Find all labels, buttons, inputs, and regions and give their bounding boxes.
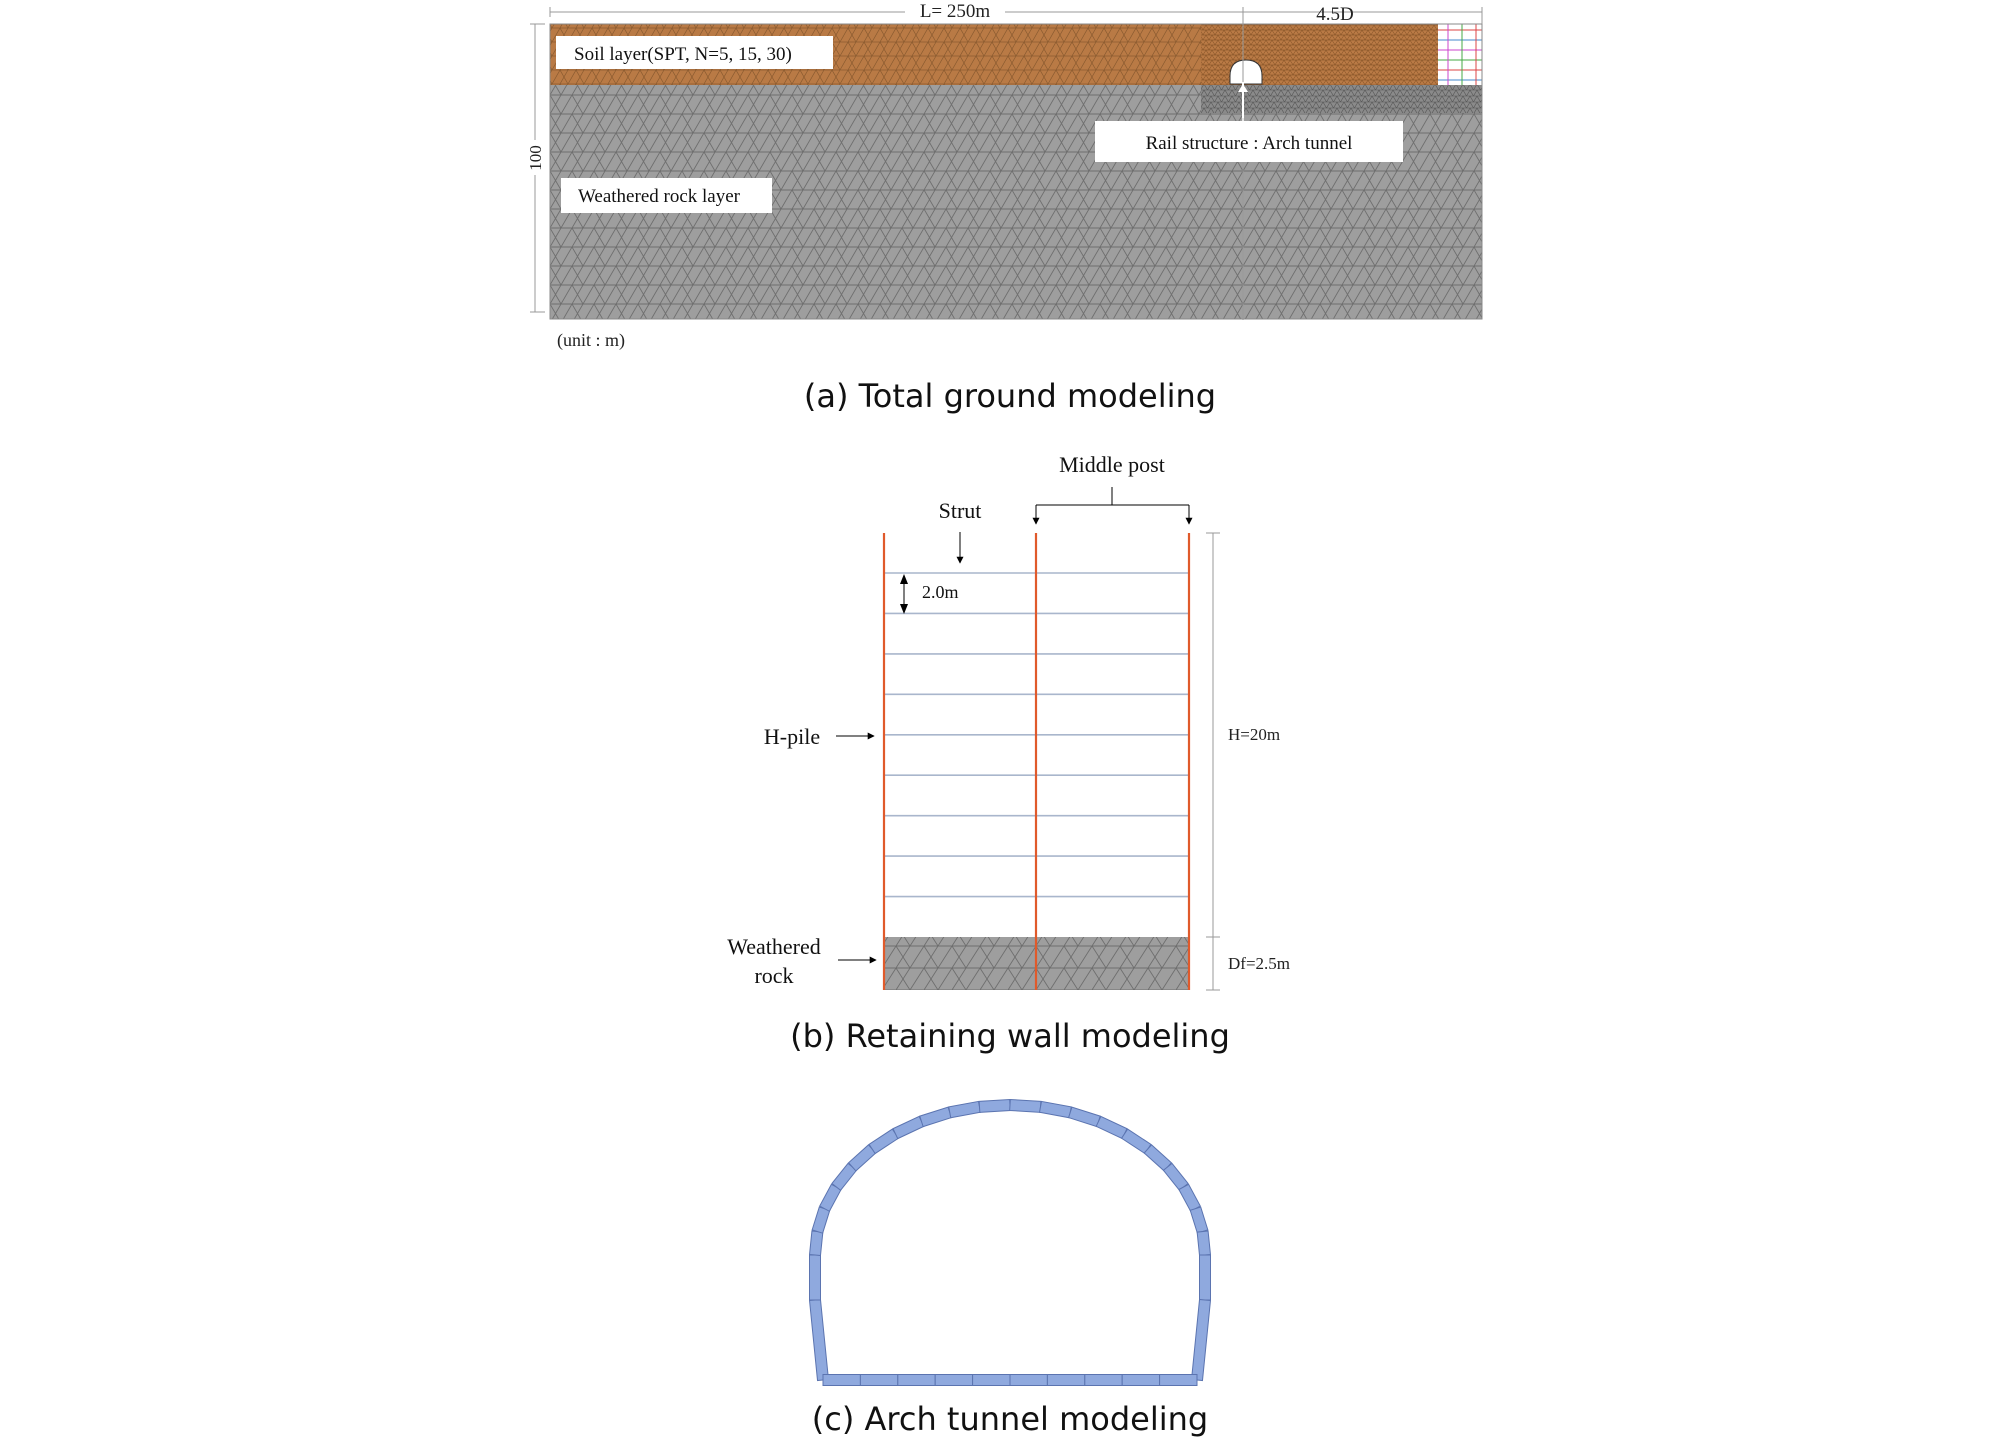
panel-c [810, 1100, 1211, 1438]
unit-label: (unit : m) [557, 330, 625, 350]
lining-segment [860, 1375, 897, 1386]
lining-segment [935, 1375, 972, 1386]
label-weathered-2: rock [754, 963, 794, 988]
lining-segment [823, 1375, 860, 1386]
label-embed: Df=2.5m [1228, 954, 1290, 973]
caption-a: (a) Total ground modeling [803, 377, 1217, 415]
lining-segment [869, 1129, 898, 1153]
dim-length-label: L= 250m [919, 1, 991, 22]
dim-height-label: 100 [526, 145, 545, 171]
label-spacing: 2.0m [922, 582, 959, 602]
height-dimension [1206, 533, 1220, 990]
lining-segment [1197, 1231, 1210, 1256]
label-soil: Soil layer(SPT, N=5, 15, 30) [574, 44, 792, 65]
lining-segment [1010, 1375, 1047, 1386]
label-middle-post: Middle post [1059, 452, 1165, 477]
boundary-elements [1438, 24, 1482, 85]
dim-width-label: 4.5D [1316, 4, 1354, 25]
label-rock: Weathered rock layer [578, 186, 740, 207]
caption-c: (c) Arch tunnel modeling [811, 1400, 1209, 1438]
lining-segment [898, 1375, 935, 1386]
label-strut: Strut [938, 498, 982, 523]
spacing-dimension [900, 574, 908, 614]
lining-segment [1047, 1375, 1084, 1386]
lining-segment [1192, 1299, 1211, 1380]
lining-segment [973, 1375, 1010, 1386]
lining-segment [810, 1299, 829, 1380]
label-rock-box [561, 178, 772, 213]
label-hpile: H-pile [763, 724, 821, 749]
label-height: H=20m [1228, 725, 1281, 744]
middle-post-bracket [1036, 487, 1189, 524]
lining-segment [1085, 1375, 1122, 1386]
lining-segment [1010, 1100, 1041, 1113]
lining-segment [810, 1231, 823, 1256]
lining-segment [1069, 1107, 1101, 1126]
panel-a [526, 1, 1482, 415]
lining-segment [1190, 1207, 1208, 1233]
caption-b: (b) Retaining wall modeling [790, 1017, 1230, 1055]
lining-segment [1122, 1375, 1159, 1386]
lining-segment [979, 1100, 1010, 1113]
lining-segment [1040, 1101, 1072, 1117]
label-rail: Rail structure : Arch tunnel [1145, 133, 1353, 154]
lining-segment [1179, 1184, 1200, 1211]
lining-segment [893, 1116, 924, 1138]
tunnel-opening [1230, 60, 1262, 84]
panel-b [727, 452, 1290, 1055]
lining-segment [812, 1207, 830, 1233]
lining-segment [920, 1107, 952, 1126]
label-weathered-1: Weathered [727, 934, 821, 959]
tunnel-lining [810, 1100, 1211, 1386]
lining-segment [1200, 1255, 1211, 1300]
label-soil-box [556, 36, 833, 69]
lining-segment [1096, 1116, 1127, 1138]
lining-segment [949, 1101, 981, 1117]
lining-segment [1160, 1375, 1197, 1386]
lining-segment [810, 1255, 821, 1300]
